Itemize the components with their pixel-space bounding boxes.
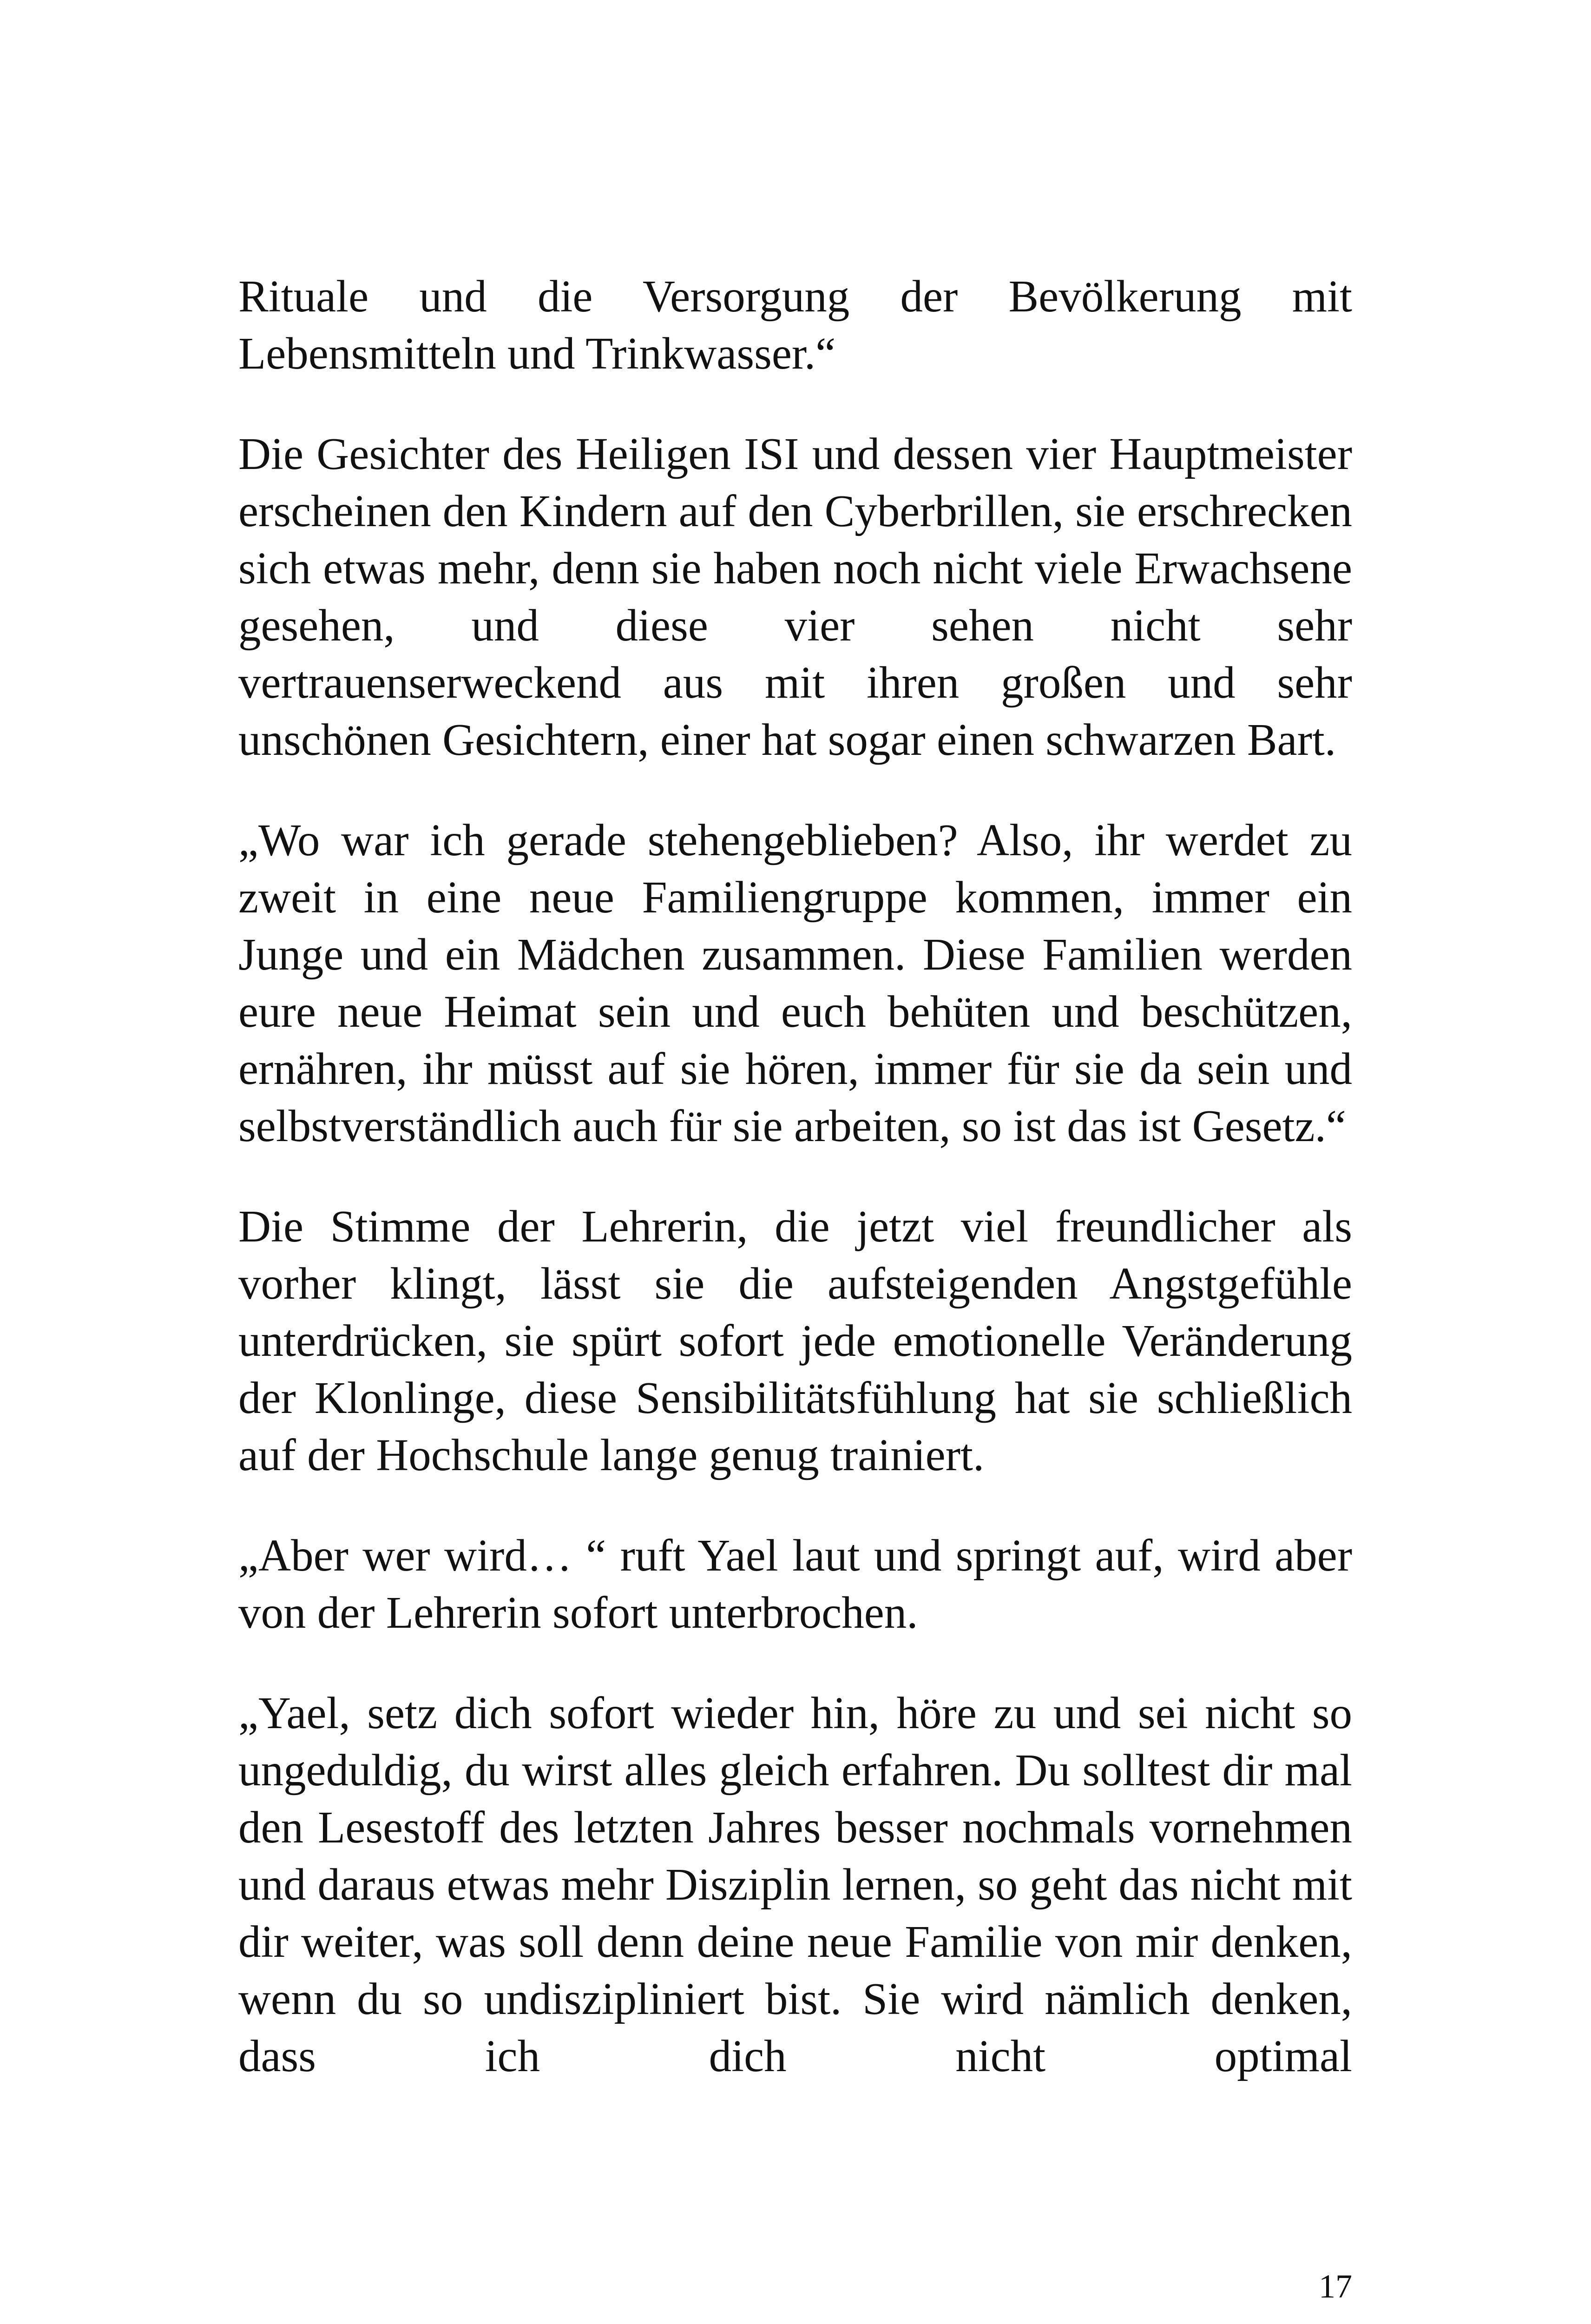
page-number: 17 [1319,2268,1352,2305]
paragraph-5: „Aber wer wird… “ ruft Yael laut und springt auf, wird aber von der Lehrerin sofort unterbrochen. [238,1531,1352,1637]
paragraph-4: Die Stimme der Lehrerin, die jetzt viel freundlicher als vorher klingt, lässt sie die aufsteigenden Angstgefühle unterdrücken, sie spürt sofort jede emotionelle Veränderung der Klonlinge, diese Sensibilitätsfühlung hat sie schließlich auf der Hochschule lange genug trainiert. [238,1202,1352,1480]
paragraph-2: Die Gesichter des Heiligen ISI und dessen vier Hauptmeister erscheinen den Kindern auf den Cyberbrillen, sie erschrecken sich etwas mehr, denn sie haben noch nicht viele Erwachsene gesehen, und diese vier sehen nicht sehr vertrauenserweckend aus mit ihren großen und sehr unschönen Gesichtern, einer hat sogar einen schwarzen Bart. [238,429,1352,765]
body-text [238,268,1352,2085]
paragraph-1: Rituale und die Versorgung der Bevölkerung mit Lebensmitteln und Trinkwasser.“ [238,271,1352,378]
paragraph-6: „Yael, setz dich sofort wieder hin, höre zu und sei nicht so ungeduldig, du wirst alles gleich erfahren. Du solltest dir mal den Lesestoff des letzten Jahres besser nochmals vornehmen und daraus etwas mehr Disziplin lernen, so geht das nicht mit dir weiter, was soll denn deine neue Familie von mir denken, wenn du so undiszipliniert bist. Sie wird nämlich denken, dass ich dich nicht optimal [238,1688,1352,2081]
paragraph-3: „Wo war ich gerade stehengeblieben? Also, ihr werdet zu zweit in eine neue Familiengruppe kommen, immer ein Junge und ein Mädchen zusammen. Diese Familien werden eure neue Heimat sein und euch behüten und beschützen, ernähren, ihr müsst auf sie hören, immer für sie da sein und selbstverständlich auch für sie arbeiten, so ist das ist Gesetz.“ [238,815,1352,1151]
